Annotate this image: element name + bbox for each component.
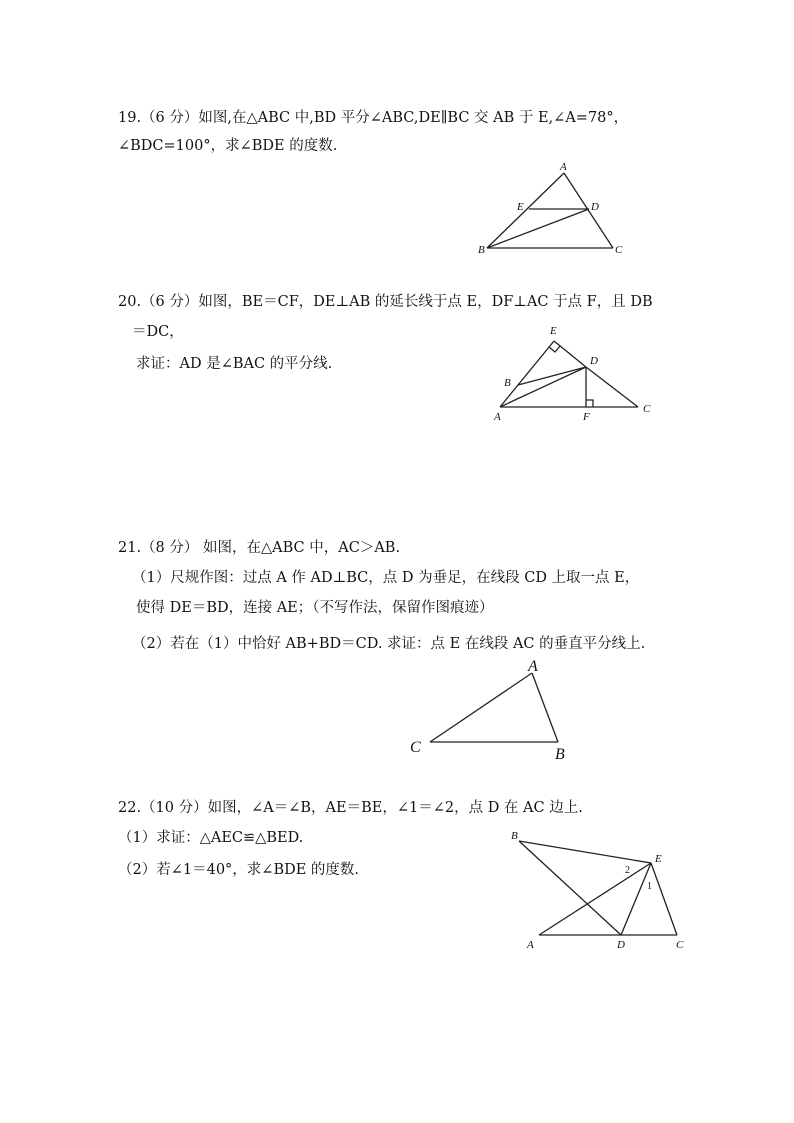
q22-label-d: D: [617, 939, 625, 951]
q20-label-c: C: [643, 403, 651, 415]
q19-label-d: D: [591, 201, 599, 213]
q22-text-line1: 22.（10 分）如图，∠A＝∠B，AE＝BE，∠1＝∠2，点 D 在 AC 边上.: [118, 800, 583, 816]
q20-label-e: E: [550, 325, 557, 337]
q22-angle-1-label: 1: [647, 881, 652, 892]
q21-triangle-figure: [405, 655, 580, 765]
q19-label-a: A: [560, 161, 567, 173]
q19-side-ac: [564, 173, 613, 248]
q20-segment-ad: [500, 367, 586, 407]
q20-label-f: F: [583, 411, 590, 423]
q21-text-line1: 21.（8 分） 如图，在△ABC 中，AC＞AB.: [118, 540, 401, 556]
q19-triangle-figure: [470, 158, 640, 258]
q22-text-line2: （1）求证：△AEC≌△BED.: [118, 830, 304, 846]
q22-label-c: C: [676, 939, 684, 951]
q19-label-b: B: [478, 244, 485, 256]
q19-label-e: E: [517, 201, 524, 213]
q21-text-line3: 使得 DE＝BD，连接 AE；（不写作法，保留作图痕迹）: [136, 600, 494, 616]
q21-label-c: C: [410, 739, 421, 756]
q19-text-line1: 19.（6 分）如图,在△ABC 中,BD 平分∠ABC,DE∥BC 交 AB 于 E,∠A=78°，: [118, 110, 629, 126]
q22-triangle-figure: [505, 825, 695, 955]
q22-segment-ae: [539, 863, 651, 935]
q20-label-d: D: [590, 355, 598, 367]
q19-label-c: C: [615, 244, 623, 256]
q22-label-a: A: [527, 939, 534, 951]
q20-segment-ed: [554, 341, 586, 367]
q22-angle-2-label: 2: [625, 865, 630, 876]
q22-text-line3: （2）若∠1＝40°，求∠BDE 的度数.: [118, 862, 360, 878]
q20-text-line2: ＝DC，: [132, 324, 184, 340]
q22-segment-ec: [651, 863, 677, 935]
q21-side-ac: [430, 673, 532, 742]
q22-label-e: E: [655, 853, 662, 865]
q20-triangle-figure: [488, 320, 658, 424]
q20-line-ae: [500, 341, 554, 407]
q19-segment-bd: [487, 209, 589, 248]
q20-right-angle-e: [549, 346, 560, 352]
q21-label-b: B: [555, 746, 565, 763]
q20-right-angle-f: [586, 400, 593, 407]
q19-text-line2: ∠BDC=100°，求∠BDE 的度数.: [118, 138, 338, 154]
q20-text-line1: 20.（6 分）如图，BE＝CF，DE⊥AB 的延长线于点 E，DF⊥AC 于点 F，且 DB: [118, 294, 653, 310]
q20-text-line3: 求证：AD 是∠BAC 的平分线.: [136, 356, 333, 372]
q21-text-line4: （2）若在（1）中恰好 AB+BD＝CD. 求证：点 E 在线段 AC 的垂直平分线上.: [132, 636, 646, 652]
q21-label-a: A: [528, 658, 538, 675]
q22-label-b: B: [511, 830, 518, 842]
q20-label-a: A: [494, 411, 501, 423]
q20-segment-dc: [586, 367, 638, 407]
q21-side-ab: [532, 673, 558, 742]
q20-label-b: B: [504, 377, 511, 389]
q21-text-line2: （1）尺规作图：过点 A 作 AD⊥BC，点 D 为垂足，在线段 CD 上取一点 E，: [132, 570, 640, 586]
q19-side-ab: [487, 173, 564, 248]
